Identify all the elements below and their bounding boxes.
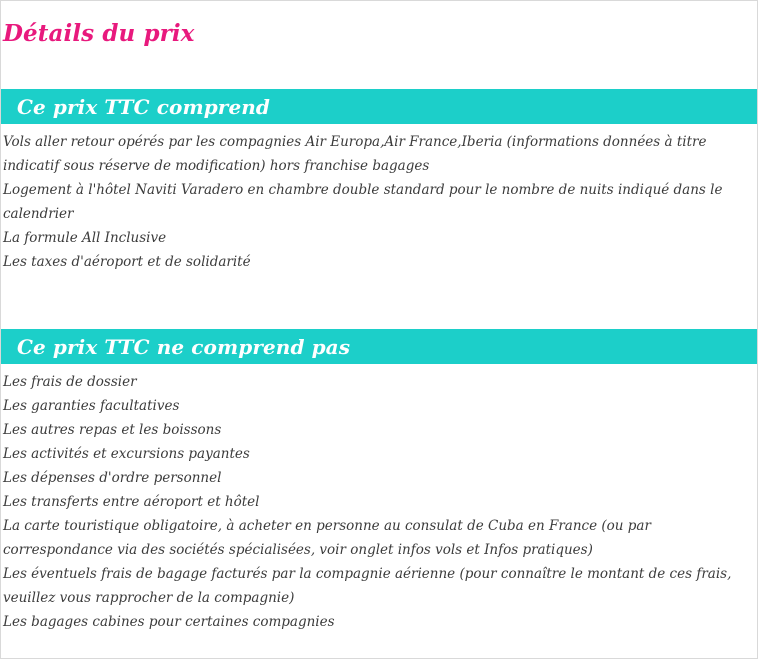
list-item: Les taxes d'aéroport et de solidarité: [3, 254, 251, 270]
section-included-body: [1, 124, 757, 274]
list-item: La carte touristique obligatoire, à acheter en personne au consulat de Cuba en France (ou par correspondance via des sociétés spécialisées, voir onglet infos vols et Infos pratiques): [3, 518, 651, 558]
section-excluded-header: [1, 329, 757, 364]
list-item: Les frais de dossier: [3, 374, 137, 390]
list-item: Les éventuels frais de bagage facturés par la compagnie aérienne (pour connaître le montant de ces frais, veuillez vous rapprocher de la compagnie): [3, 566, 732, 606]
section-included: [1, 89, 757, 274]
list-item: Les bagages cabines pour certaines compagnies: [3, 614, 335, 630]
list-item: Les dépenses d'ordre personnel: [3, 470, 222, 486]
list-item: Logement à l'hôtel Naviti Varadero en chambre double standard pour le nombre de nuits indiqué dans le calendrier: [3, 182, 723, 222]
section-included-heading: Ce prix TTC comprend: [17, 94, 270, 119]
list-item: Les transferts entre aéroport et hôtel: [3, 494, 260, 510]
list-item: La formule All Inclusive: [3, 230, 167, 246]
section-included-header: [1, 89, 757, 124]
section-excluded: [1, 329, 757, 634]
list-item: Vols aller retour opérés par les compagnies Air Europa,Air France,Iberia (informations données à titre indicatif sous réserve de modification) hors franchise bagages: [3, 134, 707, 174]
list-item: Les garanties facultatives: [3, 398, 180, 414]
list-item: Les activités et excursions payantes: [3, 446, 250, 462]
section-excluded-body: [1, 364, 757, 634]
page-title: Détails du prix: [3, 20, 195, 47]
list-item: Les autres repas et les boissons: [3, 422, 222, 438]
section-excluded-heading: Ce prix TTC ne comprend pas: [17, 334, 351, 359]
